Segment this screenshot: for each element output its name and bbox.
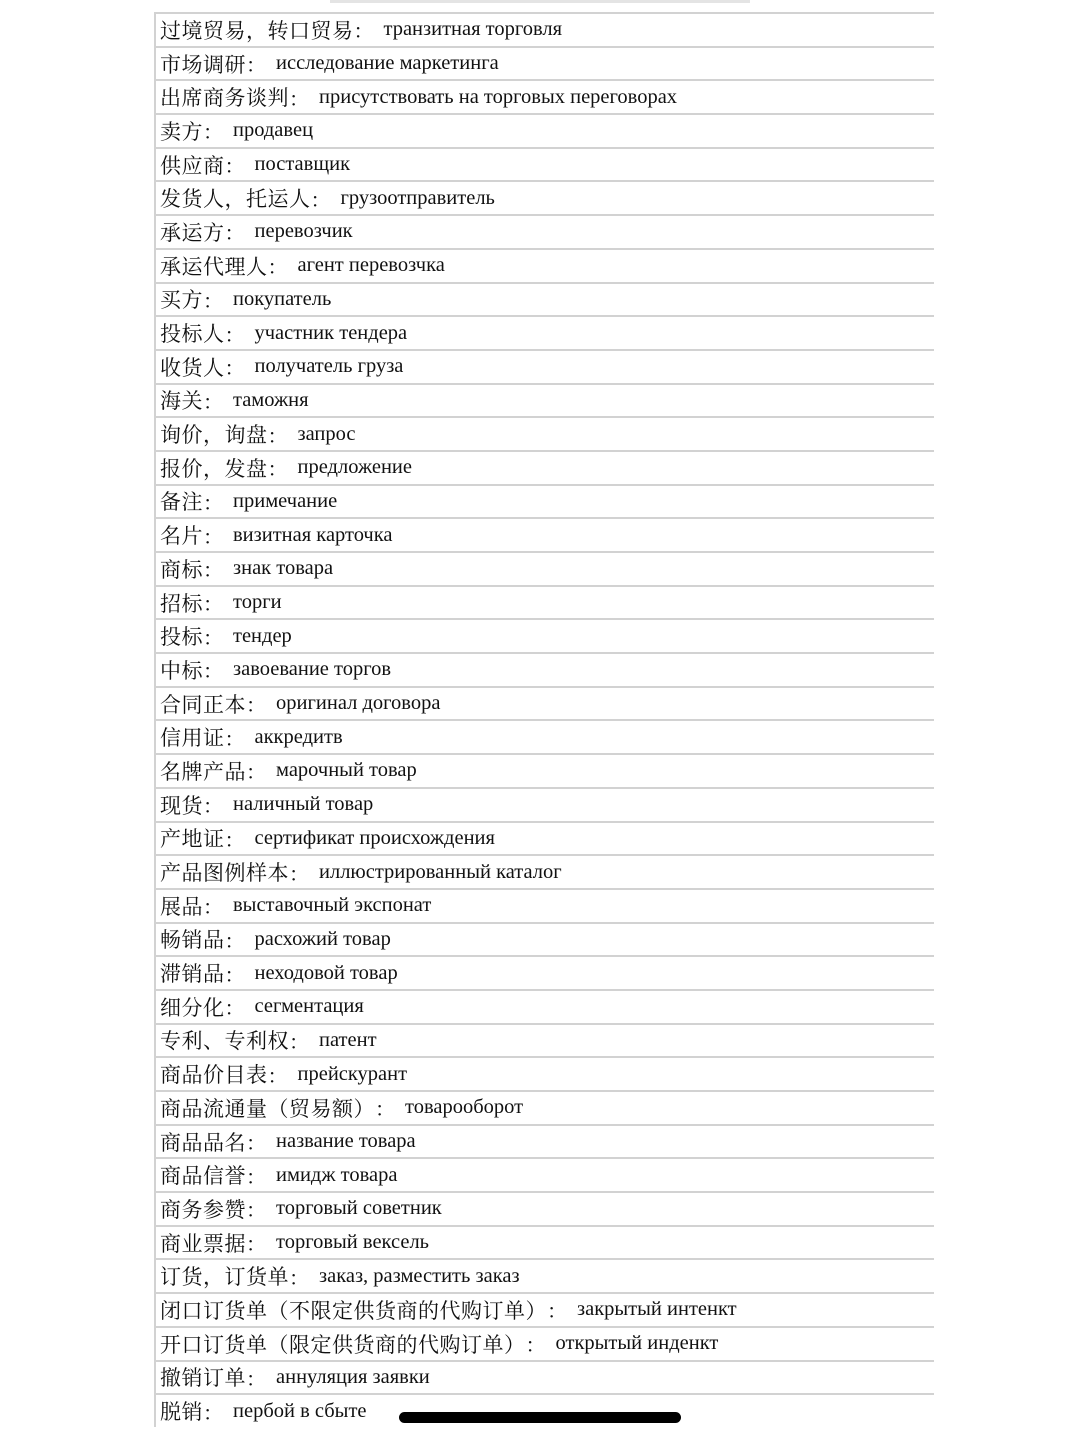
- term-separator: ：: [224, 356, 245, 381]
- term-separator: ：: [224, 322, 245, 347]
- chinese-term: 卖方: [160, 119, 203, 144]
- term-separator: ：: [203, 490, 223, 515]
- chinese-term: 订货，订货单: [160, 1265, 289, 1290]
- term-separator: ：: [267, 255, 288, 280]
- russian-translation: поставщик: [254, 153, 351, 176]
- russian-translation: открытый инденкт: [555, 1332, 719, 1355]
- glossary-row: [154, 1023, 934, 1057]
- glossary-row: [154, 484, 934, 518]
- russian-translation: визитная карточка: [233, 523, 393, 546]
- chinese-term: 招标: [160, 591, 203, 616]
- chinese-term: 备注: [160, 490, 203, 515]
- term-separator: ：: [246, 1198, 266, 1223]
- russian-translation: торговый советник: [276, 1197, 442, 1220]
- term-separator: ：: [224, 154, 245, 179]
- russian-translation: присутствовать на торговых переговорах: [319, 85, 678, 108]
- glossary-row: [154, 1225, 934, 1259]
- glossary-row: [154, 888, 934, 922]
- glossary-row: [154, 79, 934, 113]
- glossary-row: [154, 180, 934, 214]
- russian-translation: товарооборот: [405, 1096, 524, 1119]
- russian-translation: торги: [233, 591, 282, 614]
- glossary-row: [154, 46, 934, 80]
- term-separator: ：: [203, 592, 223, 617]
- chinese-term: 开口订货单（限定供货商的代购订单）: [160, 1332, 526, 1357]
- term-separator: ：: [267, 457, 288, 482]
- chinese-term: 信用证: [160, 726, 225, 751]
- glossary-row: [154, 585, 934, 619]
- top-edge-strip: [330, 0, 750, 3]
- russian-translation: перевозчик: [254, 220, 353, 243]
- term-separator: ：: [246, 1232, 266, 1257]
- glossary-row: [154, 1124, 934, 1158]
- term-separator: ：: [224, 928, 245, 953]
- term-separator: ：: [525, 1333, 546, 1358]
- russian-translation: оригинал договора: [276, 692, 441, 715]
- glossary-table: [154, 12, 934, 1427]
- term-separator: ：: [310, 187, 331, 212]
- chinese-term: 市场调研: [160, 52, 246, 77]
- chinese-term: 收货人: [160, 355, 225, 380]
- russian-translation: продавец: [233, 119, 314, 142]
- glossary-row: [154, 383, 934, 417]
- chinese-term: 询价，询盘: [160, 423, 268, 448]
- chinese-term: 滞销品: [160, 962, 225, 987]
- chinese-term: 撤销订单: [160, 1366, 246, 1391]
- russian-translation: неходовой товар: [254, 961, 398, 984]
- glossary-row: [154, 753, 934, 787]
- glossary-row: [154, 787, 934, 821]
- chinese-term: 过境贸易，转口贸易: [160, 18, 354, 43]
- russian-translation: аккредитв: [254, 725, 343, 748]
- term-separator: ：: [224, 962, 245, 987]
- glossary-row: [154, 854, 934, 888]
- glossary-row: [154, 1258, 934, 1292]
- term-separator: ：: [203, 120, 223, 145]
- russian-translation: покупатель: [233, 287, 332, 310]
- glossary-row: [154, 955, 934, 989]
- term-separator: ：: [289, 86, 309, 111]
- glossary-row: [154, 248, 934, 282]
- chinese-term: 投标人: [160, 322, 225, 347]
- russian-translation: сертификат происхождения: [254, 826, 495, 849]
- term-separator: ：: [289, 861, 309, 886]
- term-separator: ：: [203, 288, 223, 313]
- term-separator: ：: [224, 221, 245, 246]
- chinese-term: 投标: [160, 625, 203, 650]
- chinese-term: 海关: [160, 389, 203, 414]
- chinese-term: 商品流通量（贸易额）: [160, 1096, 375, 1121]
- glossary-row: [154, 922, 934, 956]
- russian-translation: выставочный экспонат: [233, 894, 432, 917]
- russian-translation: торговый вексель: [276, 1231, 430, 1254]
- chinese-term: 名片: [160, 524, 203, 549]
- chinese-term: 细分化: [160, 995, 225, 1020]
- term-separator: ：: [203, 895, 223, 920]
- term-separator: ：: [203, 558, 223, 583]
- glossary-row: [154, 113, 934, 147]
- glossary-row: [154, 1360, 934, 1394]
- russian-translation: примечание: [233, 489, 338, 512]
- glossary-row: [154, 147, 934, 181]
- russian-translation: заказ, разместить заказ: [319, 1264, 520, 1287]
- term-separator: ：: [224, 996, 245, 1021]
- chinese-term: 商品品名: [160, 1130, 246, 1155]
- term-separator: ：: [246, 1164, 266, 1189]
- russian-translation: прейскурант: [297, 1062, 408, 1085]
- chinese-term: 出席商务谈判: [160, 86, 289, 111]
- russian-translation: наличный товар: [233, 793, 374, 816]
- chinese-term: 中标: [160, 658, 203, 683]
- russian-translation: патент: [319, 1028, 377, 1051]
- russian-translation: пербой в сбыте: [233, 1399, 367, 1422]
- term-separator: ：: [267, 423, 288, 448]
- term-separator: ：: [224, 726, 245, 751]
- term-separator: ：: [203, 659, 223, 684]
- russian-translation: иллюстрированный каталог: [319, 860, 562, 883]
- russian-translation: имидж товара: [276, 1163, 398, 1186]
- term-separator: ：: [203, 1400, 223, 1425]
- term-separator: ：: [289, 1265, 309, 1290]
- russian-translation: предложение: [297, 456, 412, 479]
- chinese-term: 承运方: [160, 220, 225, 245]
- chinese-term: 报价，发盘: [160, 456, 268, 481]
- russian-translation: запрос: [297, 422, 356, 445]
- glossary-row: [154, 821, 934, 855]
- russian-translation: таможня: [233, 388, 309, 411]
- home-indicator-bar[interactable]: [399, 1412, 681, 1423]
- term-separator: ：: [203, 389, 223, 414]
- russian-translation: завоевание торгов: [233, 658, 392, 681]
- chinese-term: 供应商: [160, 153, 225, 178]
- term-separator: ：: [246, 53, 266, 78]
- chinese-term: 产地证: [160, 827, 225, 852]
- chinese-term: 商业票据: [160, 1231, 246, 1256]
- glossary-row: [154, 12, 934, 46]
- chinese-term: 发货人，托运人: [160, 187, 311, 212]
- chinese-term: 名牌产品: [160, 759, 246, 784]
- russian-translation: знак товара: [233, 557, 334, 580]
- glossary-row: [154, 1090, 934, 1124]
- russian-translation: название товара: [276, 1130, 416, 1153]
- russian-translation: исследование маркетинга: [276, 52, 499, 75]
- russian-translation: сегментация: [254, 995, 364, 1018]
- glossary-row: [154, 517, 934, 551]
- russian-translation: аннуляция заявки: [276, 1365, 430, 1388]
- glossary-row: [154, 1157, 934, 1191]
- chinese-term: 畅销品: [160, 928, 225, 953]
- russian-translation: закрытый интенкт: [577, 1298, 737, 1321]
- russian-translation: расхожий товар: [254, 927, 391, 950]
- glossary-row: [154, 1056, 934, 1090]
- chinese-term: 商品价目表: [160, 1063, 268, 1088]
- glossary-row: [154, 652, 934, 686]
- glossary-row: [154, 450, 934, 484]
- chinese-term: 商标: [160, 557, 203, 582]
- glossary-row: [154, 282, 934, 316]
- russian-translation: грузоотправитель: [340, 186, 495, 209]
- glossary-row: [154, 551, 934, 585]
- term-separator: ：: [353, 19, 374, 44]
- chinese-term: 专利、专利权: [160, 1029, 289, 1054]
- term-separator: ：: [246, 1366, 266, 1391]
- russian-translation: транзитная торговля: [383, 18, 563, 41]
- glossary-row: [154, 989, 934, 1023]
- chinese-term: 脱销: [160, 1400, 203, 1425]
- glossary-row: [154, 1326, 934, 1360]
- chinese-term: 承运代理人: [160, 254, 268, 279]
- term-separator: ：: [203, 524, 223, 549]
- glossary-row: [154, 349, 934, 383]
- russian-translation: получатель груза: [254, 355, 404, 378]
- glossary-row: [154, 1292, 934, 1326]
- term-separator: ：: [375, 1097, 395, 1122]
- chinese-term: 商务参赞: [160, 1197, 246, 1222]
- chinese-term: 商品信誉: [160, 1164, 246, 1189]
- glossary-row: [154, 719, 934, 753]
- chinese-term: 现货: [160, 793, 203, 818]
- term-separator: ：: [224, 827, 245, 852]
- glossary-row: [154, 214, 934, 248]
- chinese-term: 闭口订货单（不限定供货商的代购订单）: [160, 1298, 547, 1323]
- term-separator: ：: [203, 794, 223, 819]
- russian-translation: тендер: [233, 624, 292, 647]
- russian-translation: агент перевозчка: [297, 254, 445, 277]
- chinese-term: 合同正本: [160, 692, 246, 717]
- term-separator: ：: [267, 1063, 288, 1088]
- glossary-row: [154, 618, 934, 652]
- glossary-row: [154, 686, 934, 720]
- russian-translation: марочный товар: [276, 759, 417, 782]
- glossary-row: [154, 1191, 934, 1225]
- glossary-row: [154, 315, 934, 349]
- chinese-term: 买方: [160, 288, 203, 313]
- term-separator: ：: [289, 1029, 309, 1054]
- term-separator: ：: [246, 760, 266, 785]
- chinese-term: 产品图例样本: [160, 861, 289, 886]
- russian-translation: участник тендера: [254, 321, 408, 344]
- term-separator: ：: [246, 693, 266, 718]
- chinese-term: 展品: [160, 894, 203, 919]
- term-separator: ：: [547, 1299, 567, 1324]
- term-separator: ：: [203, 625, 223, 650]
- term-separator: ：: [246, 1131, 266, 1156]
- glossary-row: [154, 416, 934, 450]
